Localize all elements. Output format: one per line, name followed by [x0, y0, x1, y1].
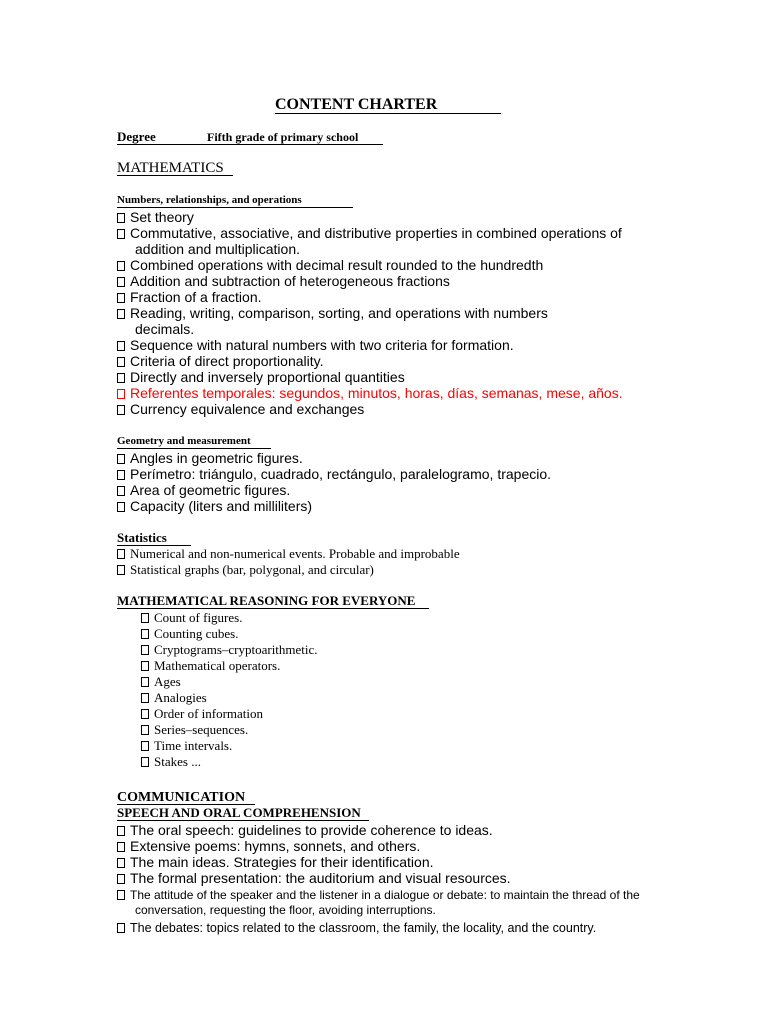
checkbox-bullet-icon [141, 693, 149, 703]
geometry-heading-text: Geometry and measurement [117, 435, 251, 447]
list-item: Series–sequences. [141, 722, 318, 738]
list-item-continuation: addition and multiplication. [135, 241, 300, 257]
list-item: Perímetro: triángulo, cuadrado, rectángulo, paralelogramo, trapecio. [117, 466, 551, 482]
list-item: Numerical and non-numerical events. Probable and improbable [117, 546, 460, 562]
list-item: Criteria of direct proportionality. [117, 353, 623, 369]
checkbox-bullet-icon [117, 454, 125, 464]
list-item: Counting cubes. [141, 626, 318, 642]
list-item: The formal presentation: the auditorium and visual resources. [117, 870, 640, 886]
reasoning-heading [117, 593, 415, 609]
checkbox-bullet-icon [117, 309, 125, 319]
statistics-list [117, 546, 460, 578]
checkbox-bullet-icon [141, 613, 149, 623]
speech-heading [117, 805, 361, 821]
geometry-list [117, 450, 551, 514]
checkbox-bullet-icon [117, 373, 125, 383]
checkbox-bullet-icon [117, 261, 125, 271]
checkbox-bullet-icon [117, 858, 125, 868]
list-item-continuation: decimals. [135, 321, 195, 337]
list-item: Reading, writing, comparison, sorting, and operations with numbers [117, 305, 623, 321]
title-underline [275, 113, 501, 114]
list-item: Cryptograms–cryptoarithmetic. [141, 642, 318, 658]
checkbox-bullet-icon [117, 923, 125, 933]
checkbox-bullet-icon [117, 229, 125, 239]
checkbox-bullet-icon [117, 341, 125, 351]
numbers-list [117, 209, 623, 417]
checkbox-bullet-icon [117, 890, 125, 900]
checkbox-bullet-icon [117, 502, 125, 512]
checkbox-bullet-icon [117, 293, 125, 303]
degree-value [207, 129, 358, 145]
reasoning-heading-text: MATHEMATICAL REASONING FOR EVERYONE [117, 593, 416, 608]
list-item: Angles in geometric figures. [117, 450, 551, 466]
checkbox-bullet-icon [117, 470, 125, 480]
numbers-heading [117, 193, 302, 207]
checkbox-bullet-icon [141, 677, 149, 687]
statistics-heading [117, 530, 167, 546]
list-item: Directly and inversely proportional quantities [117, 369, 623, 385]
list-item-continuation: conversation, requesting the floor, avoiding interruptions. [135, 903, 436, 917]
checkbox-bullet-icon [141, 629, 149, 639]
checkbox-bullet-icon [117, 357, 125, 367]
list-item: Addition and subtraction of heterogeneous fractions [117, 273, 623, 289]
checkbox-bullet-icon [117, 389, 125, 399]
checkbox-bullet-icon [117, 486, 125, 496]
statistics-heading-text: Statistics [117, 530, 167, 545]
list-item: Count of figures. [141, 610, 318, 626]
degree-underline [117, 144, 383, 145]
checkbox-bullet-icon [141, 725, 149, 735]
checkbox-bullet-icon [117, 277, 125, 287]
degree-label: Degree [117, 129, 156, 144]
list-item: Fraction of a fraction. [117, 289, 623, 305]
list-item: Order of information [141, 706, 318, 722]
list-item: The attitude of the speaker and the listener in a dialogue or debate: to maintain the thread of the [117, 888, 640, 903]
list-item: Time intervals. [141, 738, 318, 754]
list-item: Capacity (liters and milliliters) [117, 498, 551, 514]
speech-underline [117, 820, 369, 821]
list-item: Stakes ... [141, 754, 318, 770]
list-item: Extensive poems: hymns, sonnets, and others. [117, 838, 640, 854]
list-item: Commutative, associative, and distributive properties in combined operations of [117, 225, 623, 241]
list-item: The main ideas. Strategies for their identification. [117, 854, 640, 870]
list-item: Ages [141, 674, 318, 690]
checkbox-bullet-icon [141, 661, 149, 671]
list-item: Sequence with natural numbers with two criteria for formation. [117, 337, 623, 353]
checkbox-bullet-icon [141, 709, 149, 719]
checkbox-bullet-icon [117, 213, 125, 223]
list-item-highlighted: Referentes temporales: segundos, minutos, horas, días, semanas, mese, años. [117, 385, 623, 401]
numbers-heading-text: Numbers, relationships, and operations [117, 194, 302, 206]
list-item: Set theory [117, 209, 623, 225]
checkbox-bullet-icon [141, 741, 149, 751]
list-item: Analogies [141, 690, 318, 706]
checkbox-bullet-icon [117, 826, 125, 836]
geometry-underline [117, 448, 271, 449]
checkbox-bullet-icon [117, 549, 125, 559]
list-item: The debates: topics related to the classroom, the family, the locality, and the country. [117, 921, 640, 936]
mathematics-heading-text: MATHEMATICS [117, 160, 224, 176]
page-title [275, 95, 437, 115]
checkbox-bullet-icon [141, 757, 149, 767]
communication-heading-text: COMMUNICATION [117, 790, 246, 805]
list-item: The oral speech: guidelines to provide coherence to ideas. [117, 822, 640, 838]
reasoning-list [141, 610, 318, 770]
list-item: Combined operations with decimal result rounded to the hundredth [117, 257, 623, 273]
checkbox-bullet-icon [117, 565, 125, 575]
numbers-underline [117, 207, 353, 208]
list-item: Mathematical operators. [141, 658, 318, 674]
list-item: Currency equivalence and exchanges [117, 401, 623, 417]
checkbox-bullet-icon [117, 842, 125, 852]
degree-value-text: Fifth grade of primary school [207, 130, 359, 144]
list-item: Area of geometric figures. [117, 482, 551, 498]
reasoning-underline [117, 608, 429, 609]
mathematics-underline [117, 175, 233, 176]
speech-list [117, 822, 640, 936]
checkbox-bullet-icon [117, 405, 125, 415]
list-item: Statistical graphs (bar, polygonal, and circular) [117, 562, 460, 578]
speech-heading-text: SPEECH AND ORAL COMPREHENSION [117, 805, 361, 820]
checkbox-bullet-icon [117, 874, 125, 884]
degree-row [117, 129, 156, 145]
checkbox-bullet-icon [141, 645, 149, 655]
page-title-text: CONTENT CHARTER [275, 96, 438, 113]
geometry-heading [117, 434, 251, 448]
